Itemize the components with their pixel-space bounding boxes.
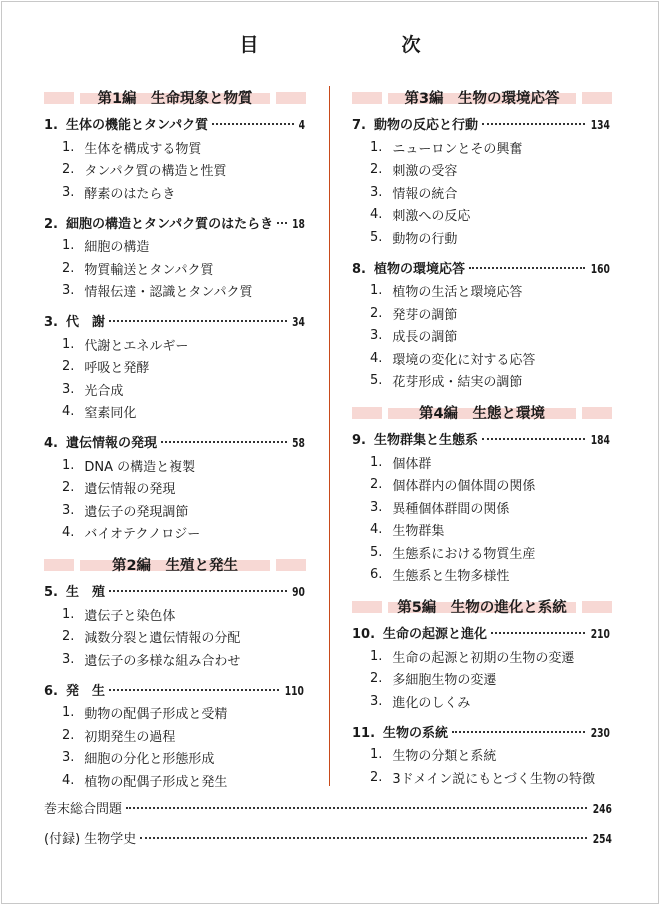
section-entry[interactable] [44,333,306,356]
chapter-group [44,213,306,303]
chapter-entry[interactable] [352,258,612,280]
chapter-page: 18 [292,216,305,231]
section-title: 生物群集 [392,524,445,540]
section-title: 初期発生の過程 [84,729,176,745]
chapter-title: 動物の反応と行動 [373,118,478,133]
section-entry[interactable] [44,401,306,424]
section-entry[interactable] [352,204,612,227]
section-number: 2. [62,480,75,496]
section-number: 1. [62,139,75,155]
section-entry[interactable] [352,766,612,789]
section-number: 3. [370,184,383,200]
section-number: 4. [62,404,75,420]
section-title: 情報伝達・認識とタンパク質 [84,285,253,301]
section-number: 1. [370,648,383,664]
section-entry[interactable] [352,302,612,325]
chapter-page: 160 [591,261,611,276]
section-entry[interactable] [44,603,306,626]
chapter-title: 生体の機能とタンパク質 [65,118,209,133]
section-title: 遺伝子の多様な組み合わせ [84,653,241,669]
section-entry[interactable] [44,522,306,545]
chapter-number: 6. [44,683,58,699]
section-title: タンパク質の構造と性質 [84,164,227,180]
section-title: 生態系と生物多様性 [392,569,510,585]
part-band-left [44,92,74,104]
chapter-page: 110 [285,683,305,698]
section-entry[interactable] [44,181,306,204]
dot-leader [452,731,585,733]
chapter-number: 7. [352,118,366,133]
section-entry[interactable] [352,181,612,204]
section-title: 情報の統合 [392,186,458,202]
part-heading [44,86,306,108]
dot-leader [491,632,585,634]
section-entry[interactable] [44,378,306,401]
chapter-entry[interactable] [44,581,306,603]
chapter-title: 代 謝 [65,315,105,330]
section-title: 細胞の分化と形態形成 [84,752,215,768]
part-heading [352,401,612,423]
section-entry[interactable] [352,690,612,713]
chapter-number: 10. [352,627,376,642]
chapter-number: 3. [44,315,58,330]
section-number: 1. [62,705,75,721]
section-number: 4. [370,522,383,538]
section-entry[interactable] [44,235,306,258]
section-number: 1. [62,606,75,622]
section-title: 細胞の構造 [84,240,150,256]
section-number: 3. [370,499,383,515]
section-number: 2. [370,769,383,785]
section-title: 刺激の受容 [392,164,458,180]
chapter-entry[interactable] [44,213,306,235]
part-band-right [582,601,612,613]
section-number: 1. [62,238,75,254]
appendix-entry[interactable] [44,798,614,828]
chapter-page: 184 [591,433,611,447]
section-title: 3ドメイン説にもとづく生物の特徴 [392,771,596,787]
section-number: 2. [62,727,75,743]
section-number: 6. [370,567,383,583]
part-band-right [582,92,612,104]
section-title: 生態系における物質生産 [392,546,536,562]
part-title: 第5編 生物の進化と系統 [397,599,567,616]
section-title: 個体群 [392,456,432,472]
dot-leader [482,438,585,440]
section-number: 1. [370,747,383,763]
appendix-page: 254 [593,832,613,846]
section-entry[interactable] [352,645,612,668]
dot-leader [140,837,587,839]
chapter-number: 11. [352,725,376,741]
dot-leader [161,441,287,443]
section-number: 1. [370,283,383,299]
chapter-title: 生 殖 [65,585,105,600]
section-entry[interactable] [44,159,306,182]
appendix-title: (付録) 生物学史 [44,832,137,847]
section-title: 生物の分類と系統 [392,749,497,765]
section-title: 成長の調節 [392,330,458,346]
chapter-number: 8. [352,261,366,277]
section-entry[interactable] [44,454,306,477]
chapter-title: 遺伝情報の発現 [65,436,157,451]
part-title: 第1編 生命現象と物質 [97,90,253,107]
section-entry[interactable] [44,648,306,671]
section-title: 多細胞生物の変遷 [392,673,497,689]
chapter-entry[interactable] [44,680,306,702]
section-number: 1. [370,139,383,155]
chapter-page: 134 [591,118,611,132]
section-number: 2. [62,162,75,178]
section-number: 2. [370,671,383,687]
section-title: 環境の変化に対する応答 [392,352,536,368]
section-entry[interactable] [352,451,612,474]
section-entry[interactable] [352,280,612,303]
chapter-title: 細胞の構造とタンパク質のはたらき [65,216,274,232]
section-entry[interactable] [44,724,306,747]
section-number: 3. [62,381,75,397]
section-number: 5. [370,373,383,389]
section-entry[interactable] [352,136,612,159]
chapter-page: 230 [591,725,611,740]
part-band-right [276,559,306,571]
section-title: 生体を構成する物質 [84,141,202,157]
section-title: 呼吸と発酵 [84,361,150,377]
section-number: 2. [370,477,383,493]
chapter-entry[interactable] [352,722,612,744]
section-entry[interactable] [352,668,612,691]
section-entry[interactable] [44,702,306,725]
column-divider [329,86,330,786]
section-number: 3. [370,693,383,709]
section-entry[interactable] [352,370,612,393]
section-title: 遺伝子の発現調節 [84,504,189,520]
chapter-page: 4 [299,118,306,132]
chapter-page: 58 [292,436,305,450]
chapter-title: 生物群集と生態系 [373,433,478,448]
dot-leader [469,267,585,269]
section-entry[interactable] [352,347,612,370]
chapter-entry[interactable] [44,114,306,136]
chapter-page: 90 [292,585,305,599]
section-title: 動物の行動 [392,231,458,247]
chapter-title: 生命の起源と進化 [383,627,488,642]
section-entry[interactable] [352,496,612,519]
chapter-group [352,722,612,789]
section-entry[interactable] [44,136,306,159]
section-title: 物質輸送とタンパク質 [84,262,214,278]
section-title: 個体群内の個体間の関係 [392,479,536,495]
section-number: 3. [62,283,75,299]
part-band-left [352,92,382,104]
chapter-number: 1. [44,118,58,133]
section-entry[interactable] [352,744,612,767]
section-entry[interactable] [352,159,612,182]
section-title: 刺激への反応 [392,209,471,225]
section-title: 植物の生活と環境応答 [392,285,523,301]
section-entry[interactable] [44,477,306,500]
dot-leader [109,689,279,691]
section-entry[interactable] [44,747,306,770]
part-heading [352,595,612,617]
part-title: 第4編 生態と環境 [418,405,546,422]
section-number: 4. [62,772,75,788]
chapter-entry[interactable] [352,429,612,451]
chapter-page: 210 [591,627,611,641]
section-entry[interactable] [44,626,306,649]
section-title: 植物の配偶子形成と発生 [84,774,228,790]
part-band-left [44,559,74,571]
section-entry[interactable] [44,280,306,303]
section-title: 生命の起源と初期の生物の変遷 [392,650,575,666]
dot-leader [212,123,294,125]
toc-appendix [44,798,614,858]
section-title: 異種個体群間の関係 [392,501,510,517]
part-heading [352,86,612,108]
chapter-group [44,311,306,423]
section-entry[interactable] [352,541,612,564]
section-entry[interactable] [44,499,306,522]
dot-leader [109,320,287,322]
dot-leader [109,590,287,592]
section-number: 1. [62,336,75,352]
section-number: 4. [370,350,383,366]
section-number: 2. [62,260,75,276]
chapter-page: 34 [292,315,305,329]
chapter-title: 生物の系統 [383,725,449,741]
section-title: 発芽の調節 [392,307,458,323]
chapter-group [352,258,612,393]
part-band-left [352,407,382,419]
section-title: 遺伝情報の発現 [84,482,176,498]
chapter-group [44,432,306,544]
part-band-right [582,407,612,419]
section-number: 4. [62,525,75,541]
section-title: 酵素のはたらき [84,186,176,202]
section-title: DNA の構造と複製 [84,459,196,475]
section-number: 3. [62,502,75,518]
section-number: 3. [62,184,75,200]
section-number: 3. [62,750,75,766]
section-title: ニューロンとその興奮 [392,141,523,157]
section-entry[interactable] [352,519,612,542]
toc-left-column [44,86,306,801]
section-number: 3. [370,328,383,344]
appendix-title: 巻末総合問題 [44,802,123,817]
section-entry[interactable] [44,257,306,280]
toc-right-column [352,86,612,798]
appendix-page: 246 [593,802,613,816]
chapter-group [44,581,306,671]
section-entry[interactable] [352,325,612,348]
section-title: 光合成 [84,383,124,399]
appendix-entry[interactable] [44,828,614,858]
dot-leader [277,222,287,224]
chapter-title: 発 生 [65,683,105,699]
section-title: 遺伝子と染色体 [84,608,176,624]
section-number: 5. [370,229,383,245]
section-entry[interactable] [352,226,612,249]
part-heading [44,553,306,575]
chapter-title: 植物の環境応答 [373,261,465,277]
chapter-entry[interactable] [44,432,306,454]
chapter-number: 4. [44,436,58,451]
section-number: 2. [62,359,75,375]
part-band-right [276,92,306,104]
section-number: 3. [62,651,75,667]
chapter-group [352,429,612,586]
section-number: 2. [370,162,383,178]
section-title: 減数分裂と遺伝情報の分配 [84,631,241,647]
dot-leader [126,807,587,809]
section-title: 代謝とエネルギー [84,338,189,354]
chapter-number: 2. [44,216,58,232]
chapter-entry[interactable] [352,623,612,645]
chapter-group [352,114,612,249]
chapter-number: 9. [352,433,366,448]
section-title: バイオテクノロジー [84,527,201,543]
section-number: 1. [62,457,75,473]
section-entry[interactable] [352,474,612,497]
section-number: 5. [370,544,383,560]
section-number: 2. [370,305,383,321]
part-band-left [352,601,382,613]
section-title: 窒素同化 [84,406,137,422]
section-number: 2. [62,629,75,645]
section-entry[interactable] [44,769,306,792]
chapter-group [352,623,612,713]
chapter-group [44,680,306,792]
section-title: 花芽形成・結実の調節 [392,375,523,391]
part-title: 第3編 生物の環境応答 [404,90,560,107]
chapter-number: 5. [44,585,58,600]
section-title: 動物の配偶子形成と受精 [84,707,228,723]
section-title: 進化のしくみ [392,695,471,711]
dot-leader [482,123,585,125]
chapter-entry[interactable] [352,114,612,136]
page-title: 目 次 [239,34,483,56]
part-title: 第2編 生殖と発生 [111,557,239,574]
section-number: 1. [370,454,383,470]
chapter-entry[interactable] [44,311,306,333]
chapter-group [44,114,306,204]
section-entry[interactable] [352,564,612,587]
section-entry[interactable] [44,356,306,379]
section-number: 4. [370,207,383,223]
